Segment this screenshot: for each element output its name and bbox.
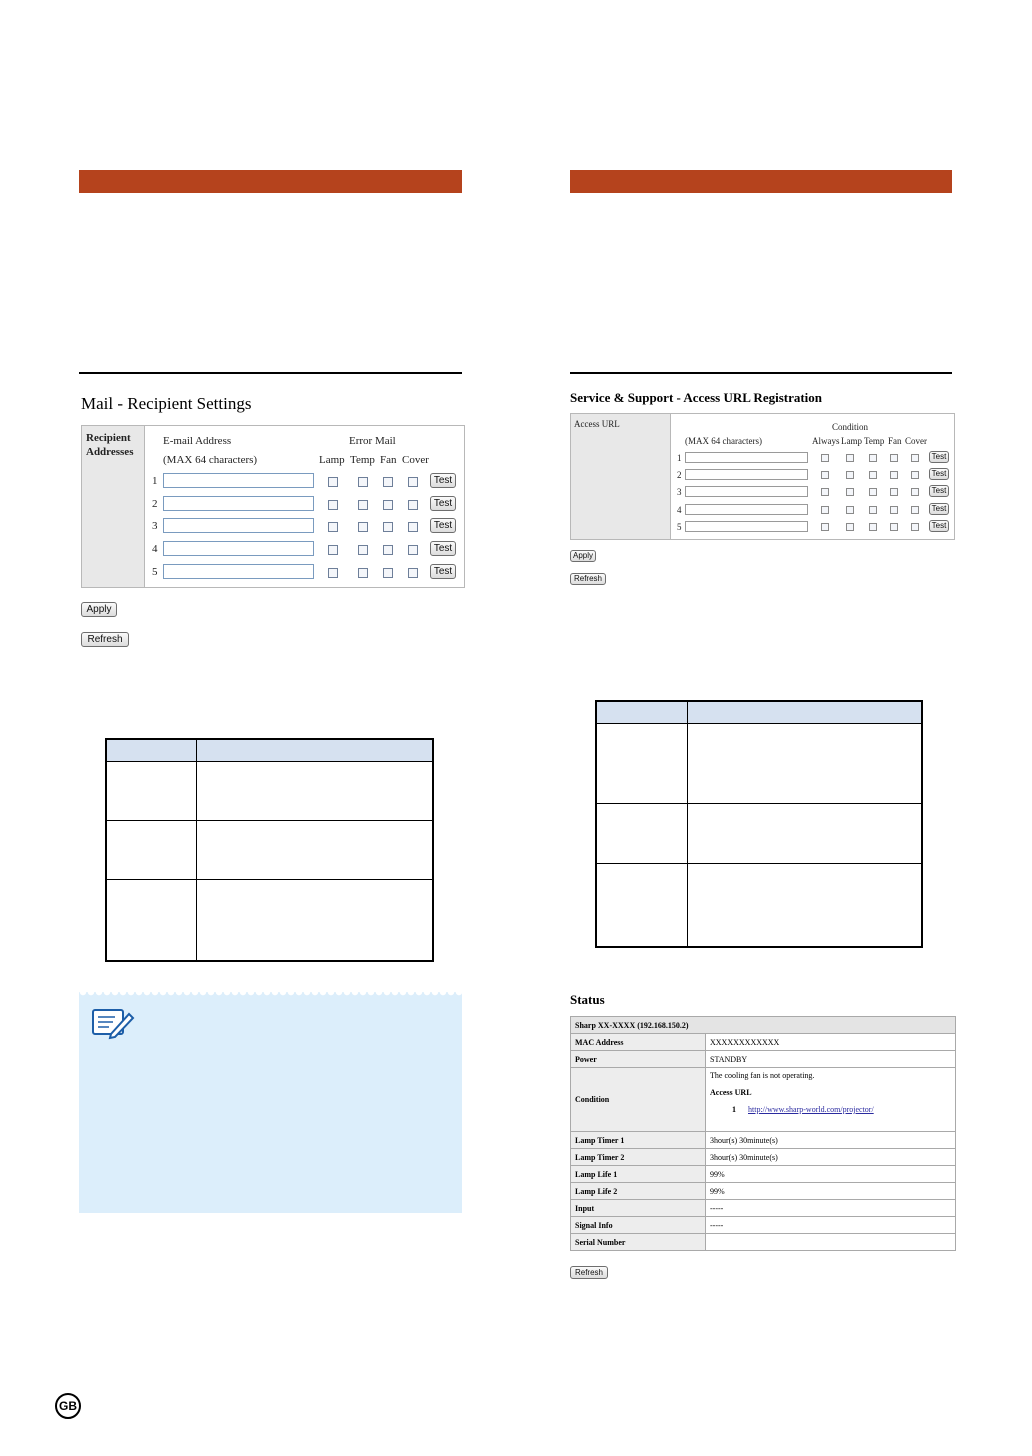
cover-checkbox-4[interactable] — [911, 506, 919, 514]
pencil-icon — [91, 1006, 135, 1040]
fan-checkbox-4[interactable] — [383, 545, 393, 555]
status-key: Input — [571, 1200, 706, 1217]
section-banner-left — [79, 170, 462, 193]
temp-checkbox-1[interactable] — [869, 454, 877, 462]
fan-checkbox-5[interactable] — [890, 523, 898, 531]
table-header-cell — [196, 739, 433, 761]
access-url-field-2[interactable] — [685, 469, 808, 480]
col-cover: Cover — [402, 454, 429, 466]
temp-checkbox-5[interactable] — [869, 523, 877, 531]
section-banner-right — [570, 170, 952, 193]
access-url-field-3[interactable] — [685, 486, 808, 497]
table-cell — [596, 723, 687, 803]
row-number: 2 — [677, 470, 682, 480]
access-url-label: Access URL — [574, 419, 620, 429]
always-checkbox-4[interactable] — [821, 506, 829, 514]
always-checkbox-2[interactable] — [821, 471, 829, 479]
table-cell — [106, 820, 196, 879]
email-field-2[interactable] — [163, 496, 314, 511]
lamp-checkbox-3[interactable] — [328, 522, 338, 532]
cover-checkbox-5[interactable] — [911, 523, 919, 531]
email-field-5[interactable] — [163, 564, 314, 579]
fan-checkbox-1[interactable] — [383, 477, 393, 487]
mail-recipient-title: Mail - Recipient Settings — [81, 394, 252, 413]
test-button-1[interactable]: Test — [430, 473, 456, 488]
status-value: ----- — [706, 1217, 956, 1234]
table-cell — [687, 863, 922, 947]
status-value: XXXXXXXXXXXX — [706, 1034, 956, 1051]
col-temp: Temp — [350, 454, 375, 466]
table-cell — [196, 761, 433, 820]
note-box — [79, 992, 462, 1213]
mail-description-table — [105, 738, 434, 962]
device-name: Sharp XX-XXXX (192.168.150.2) — [571, 1017, 956, 1034]
row-number: 3 — [152, 520, 158, 532]
status-table — [570, 1016, 956, 1251]
status-key: Lamp Life 2 — [571, 1183, 706, 1200]
cover-checkbox-2[interactable] — [911, 471, 919, 479]
row-number: 5 — [677, 522, 682, 532]
temp-checkbox-3[interactable] — [869, 488, 877, 496]
mail-recipient-panel — [81, 425, 465, 588]
divider-right — [570, 372, 952, 374]
table-cell — [196, 820, 433, 879]
lamp-checkbox-4[interactable] — [846, 506, 854, 514]
cover-checkbox-1[interactable] — [408, 477, 418, 487]
col-fan: Fan — [380, 454, 397, 466]
row-number: 4 — [677, 505, 682, 515]
test-button-4[interactable]: Test — [430, 541, 456, 556]
status-title: Status — [570, 992, 605, 1007]
fan-checkbox-1[interactable] — [890, 454, 898, 462]
recipient-side-cell — [82, 426, 145, 587]
cover-checkbox-3[interactable] — [408, 522, 418, 532]
test-button-5[interactable]: Test — [929, 520, 949, 532]
table-cell — [106, 761, 196, 820]
status-key: Power — [571, 1051, 706, 1068]
temp-checkbox-3[interactable] — [358, 522, 368, 532]
always-checkbox-5[interactable] — [821, 523, 829, 531]
table-cell — [687, 723, 922, 803]
status-value: 3hour(s) 30minute(s) — [706, 1149, 956, 1166]
lamp-checkbox-4[interactable] — [328, 545, 338, 555]
status-key: Lamp Timer 1 — [571, 1132, 706, 1149]
table-cell — [596, 863, 687, 947]
fan-checkbox-5[interactable] — [383, 568, 393, 578]
access-url-link[interactable]: http://www.sharp-world.com/projector/ — [748, 1105, 874, 1114]
test-button-2[interactable]: Test — [430, 496, 456, 511]
lamp-checkbox-2[interactable] — [846, 471, 854, 479]
access-url-entry — [710, 1105, 951, 1114]
status-key: Condition — [571, 1068, 706, 1132]
table-header-cell — [106, 739, 196, 761]
access-url-side-cell — [571, 414, 671, 539]
url-description-table — [595, 700, 923, 948]
condition-header: Condition — [832, 422, 869, 432]
status-refresh-button[interactable]: Refresh — [570, 1266, 608, 1279]
row-number: 2 — [152, 498, 158, 510]
email-field-4[interactable] — [163, 541, 314, 556]
apply-button[interactable]: Apply — [570, 550, 596, 562]
max-chars-note: (MAX 64 characters) — [163, 454, 258, 466]
table-cell — [596, 803, 687, 863]
language-badge: GB — [55, 1393, 81, 1419]
table-cell — [687, 803, 922, 863]
access-url-field-1[interactable] — [685, 452, 808, 463]
cover-checkbox-2[interactable] — [408, 500, 418, 510]
temp-checkbox-2[interactable] — [869, 471, 877, 479]
fan-checkbox-2[interactable] — [890, 471, 898, 479]
access-url-panel — [570, 413, 955, 540]
access-url-field-4[interactable] — [685, 504, 808, 515]
row-number: 1 — [677, 453, 682, 463]
status-value: 99% — [706, 1166, 956, 1183]
fan-checkbox-4[interactable] — [890, 506, 898, 514]
cover-checkbox-1[interactable] — [911, 454, 919, 462]
always-checkbox-3[interactable] — [821, 488, 829, 496]
table-cell — [196, 879, 433, 961]
lamp-checkbox-5[interactable] — [328, 568, 338, 578]
status-key: Signal Info — [571, 1217, 706, 1234]
test-button-5[interactable]: Test — [430, 564, 456, 579]
row-number: 3 — [677, 487, 682, 497]
access-url-index: 1 — [732, 1105, 736, 1114]
col-lamp: Lamp — [319, 454, 345, 466]
status-key: Lamp Life 1 — [571, 1166, 706, 1183]
lamp-checkbox-2[interactable] — [328, 500, 338, 510]
status-value: 99% — [706, 1183, 956, 1200]
col-lamp: Lamp — [841, 436, 862, 446]
note-top-edge — [79, 992, 462, 998]
max-chars-note: (MAX 64 characters) — [685, 436, 762, 446]
refresh-button[interactable]: Refresh — [570, 573, 606, 585]
temp-checkbox-2[interactable] — [358, 500, 368, 510]
fan-checkbox-2[interactable] — [383, 500, 393, 510]
temp-checkbox-4[interactable] — [358, 545, 368, 555]
row-number: 5 — [152, 566, 158, 578]
col-fan: Fan — [888, 436, 902, 446]
fan-checkbox-3[interactable] — [383, 522, 393, 532]
status-value: STANDBY — [706, 1051, 956, 1068]
col-always: Always — [812, 436, 840, 446]
row-number: 1 — [152, 475, 158, 487]
test-button-1[interactable]: Test — [929, 451, 949, 463]
row-number: 4 — [152, 543, 158, 555]
temp-checkbox-1[interactable] — [358, 477, 368, 487]
test-button-2[interactable]: Test — [929, 468, 949, 480]
recipient-label-line1: Recipient — [86, 432, 131, 444]
table-header-cell — [687, 701, 922, 723]
status-key: Serial Number — [571, 1234, 706, 1251]
condition-cell — [706, 1068, 956, 1132]
temp-checkbox-5[interactable] — [358, 568, 368, 578]
always-checkbox-1[interactable] — [821, 454, 829, 462]
cover-checkbox-3[interactable] — [911, 488, 919, 496]
divider-left — [79, 372, 462, 374]
temp-checkbox-4[interactable] — [869, 506, 877, 514]
test-button-3[interactable]: Test — [929, 485, 949, 497]
lamp-checkbox-1[interactable] — [328, 477, 338, 487]
status-value: 3hour(s) 30minute(s) — [706, 1132, 956, 1149]
access-url-label: Access URL — [710, 1088, 752, 1097]
email-address-header: E-mail Address — [163, 435, 232, 447]
table-cell — [106, 879, 196, 961]
service-support-title: Service & Support - Access URL Registration — [570, 390, 823, 405]
fan-checkbox-3[interactable] — [890, 488, 898, 496]
test-button-3[interactable]: Test — [430, 518, 456, 533]
error-mail-header: Error Mail — [349, 435, 396, 447]
status-value — [706, 1234, 956, 1251]
cover-checkbox-4[interactable] — [408, 545, 418, 555]
refresh-button[interactable]: Refresh — [81, 632, 129, 647]
access-url-field-5[interactable] — [685, 521, 808, 532]
col-temp: Temp — [864, 436, 885, 446]
apply-button[interactable]: Apply — [81, 602, 117, 617]
col-cover: Cover — [905, 436, 927, 446]
lamp-checkbox-1[interactable] — [846, 454, 854, 462]
lamp-checkbox-3[interactable] — [846, 488, 854, 496]
cover-checkbox-5[interactable] — [408, 568, 418, 578]
email-field-3[interactable] — [163, 518, 314, 533]
status-value: ----- — [706, 1200, 956, 1217]
table-header-cell — [596, 701, 687, 723]
test-button-4[interactable]: Test — [929, 503, 949, 515]
recipient-label-line2: Addresses — [86, 446, 134, 458]
email-field-1[interactable] — [163, 473, 314, 488]
status-key: MAC Address — [571, 1034, 706, 1051]
condition-text: The cooling fan is not operating. — [710, 1071, 815, 1080]
status-key: Lamp Timer 2 — [571, 1149, 706, 1166]
lamp-checkbox-5[interactable] — [846, 523, 854, 531]
